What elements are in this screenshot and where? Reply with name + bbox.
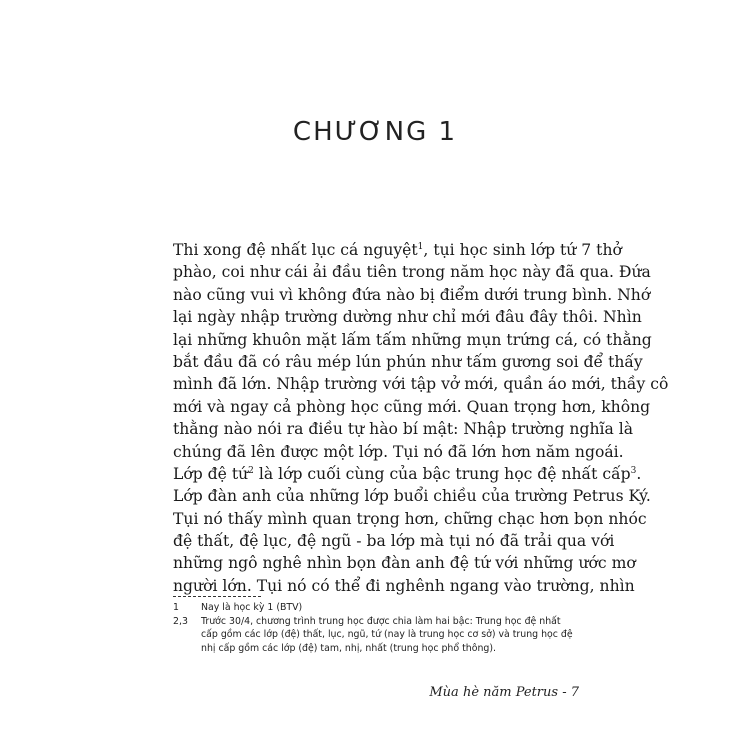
footnote-marker-2[interactable]: 2 xyxy=(248,465,254,476)
body-line: đệ thất, đệ lục, đệ ngũ - ba lớp mà tụi nó đã trải qua với xyxy=(173,532,615,551)
footnotes xyxy=(173,601,593,655)
running-footer: Mùa hè năm Petrus - 7 xyxy=(429,685,579,700)
footnote-separator xyxy=(173,596,261,597)
footnote-line: Trước 30/4, chương trình trung học được chia làm hai bậc: Trung học đệ nhất xyxy=(201,615,561,627)
body-line xyxy=(173,463,642,485)
body-line: những ngô nghê nhìn bọn đàn anh đệ tứ với những ước mơ xyxy=(173,554,636,573)
body-line: mới và ngay cả phòng học cũng mới. Quan trọng hơn, không xyxy=(173,397,651,416)
body-line-text: Thi xong đệ nhất lục cá nguyệt xyxy=(173,241,418,259)
chapter-title: CHƯƠNG 1 xyxy=(292,117,458,148)
body-line: Lớp đàn anh của những lớp buổi chiều của trường Petrus Ký. xyxy=(173,487,651,506)
body-line: lại những khuôn mặt lấm tấm những mụn trứng cá, có thằng xyxy=(173,330,652,349)
body-text xyxy=(173,239,669,597)
body-line: bắt đầu đã có râu mép lún phún như tấm gương soi để thấy xyxy=(173,352,643,371)
footnote-number: 2,3 xyxy=(173,615,188,627)
body-line: Tụi nó thấy mình quan trọng hơn, chững chạc hơn bọn nhóc xyxy=(173,509,647,528)
body-line-text: , tụi học sinh lớp tứ 7 thở xyxy=(423,241,622,259)
body-line-text: . xyxy=(636,464,642,483)
footnote xyxy=(173,601,593,615)
footnote-line: nhị cấp gồm các lớp (đệ) tam, nhị, nhất (trung học phổ thông). xyxy=(201,642,496,654)
body-line: chúng đã lên được một lớp. Tụi nó đã lớn hơn năm ngoái. xyxy=(173,442,624,461)
body-line xyxy=(173,239,622,261)
body-line: nào cũng vui vì không đứa nào bị điểm dưới trung bình. Nhớ xyxy=(173,285,651,304)
footnote-marker-1[interactable]: 1 xyxy=(417,241,424,252)
body-line-text: là lớp cuối cùng của bậc trung học đệ nhất cấp xyxy=(253,464,631,483)
footnote-text xyxy=(201,601,593,615)
body-line-text: Lớp đệ tứ xyxy=(173,464,249,483)
body-line: người lớn. Tụi nó có thể đi nghênh ngang vào trường, nhìn xyxy=(173,576,635,595)
footnote xyxy=(173,615,593,656)
footnote-text xyxy=(201,615,593,656)
footnote-line: Nay là học kỳ 1 (BTV) xyxy=(201,602,303,613)
body-line: mình đã lớn. Nhập trường với tập vở mới, quần áo mới, thầy cô xyxy=(173,375,669,394)
footnote-line: cấp gồm các lớp (đệ) thất, lục, ngũ, tứ (nay là trung học cơ sở) và trung học đệ xyxy=(201,629,573,640)
footnote-number: 1 xyxy=(173,602,179,613)
footnote-marker-3[interactable]: 3 xyxy=(630,465,637,476)
body-line: lại ngày nhập trường dường như chỉ mới đâu đây thôi. Nhìn xyxy=(173,308,642,327)
body-line: thằng nào nói ra điều tự hào bí mật: Nhập trường nghĩa là xyxy=(173,420,634,439)
body-line: phào, coi như cái ải đầu tiên trong năm học này đã qua. Đứa xyxy=(173,263,651,282)
